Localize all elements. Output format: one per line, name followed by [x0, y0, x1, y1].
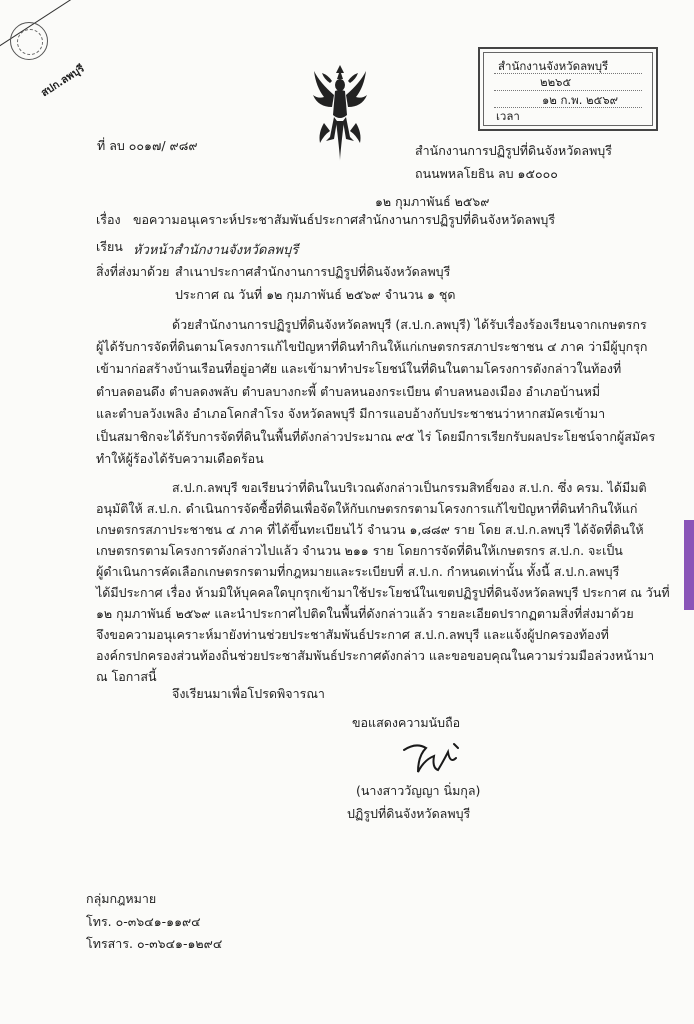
corner-text: สปก.ลพบุรี [38, 62, 87, 100]
para2-line: อนุมัติให้ ส.ป.ก. ดำเนินการจัดซื้อที่ดินเพื่อจัดให้กับเกษตรกรตามโครงการแก้ไขปัญหาที่ดินทำกินให้แก่ [96, 501, 638, 516]
enclosure-line-2: ประกาศ ณ วันที่ ๑๒ กุมภาพันธ์ ๒๕๖๙ จำนวน ๑ ชุด [175, 287, 456, 302]
signature-icon [398, 738, 468, 780]
subject: ขอความอนุเคราะห์ประชาสัมพันธ์ประกาศสำนักงานการปฏิรูปที่ดินจังหวัดลพบุรี [133, 212, 556, 227]
para1-line: เข้ามาก่อสร้างบ้านเรือนที่อยู่อาศัย และเข้ามาทำประโยชน์ในที่ดินในตามโครงการดังกล่าวในท้องที่ [96, 361, 622, 376]
receiving-stamp [478, 47, 658, 131]
para2-line: ส.ป.ก.ลพบุรี ขอเรียนว่าที่ดินในบริเวณดังกล่าวเป็นกรรมสิทธิ์ของ ส.ป.ก. ซึ่ง ครม. ได้มีมติ [172, 480, 647, 495]
recipient: หัวหน้าสำนักงานจังหวัดลพบุรี [133, 243, 299, 258]
para2-line: ผู้ดำเนินการคัดเลือกเกษตรกรตามที่กฎหมายและระเบียบที่ ส.ป.ก. กำหนดเท่านั้น ทั้งนี้ ส.ป.ก.ลพบุรี [96, 564, 620, 579]
para2-line: เกษตรกรสภาประชาชน ๔ ภาค ที่ได้ขึ้นทะเบียนไว้ จำนวน ๑,๘๘๙ ราย โดย ส.ป.ก.ลพบุรี ได้จัดที่ดินให้ [96, 522, 644, 537]
stamp-date: ๑๒ ก.พ. ๒๕๖๙ [542, 93, 619, 107]
telephone: โทร. ๐-๓๖๔๑-๑๑๙๔ [86, 914, 201, 929]
enclosure-line-1: สำเนาประกาศสำนักงานการปฏิรูปที่ดินจังหวัดลพบุรี [175, 264, 451, 279]
sender-office: สำนักงานการปฏิรูปที่ดินจังหวัดลพบุรี [415, 143, 612, 158]
reference-number: ที่ ลบ ๐๐๑๗/ ๙๘๙ [97, 138, 198, 153]
stamp-number: ๒๒๖๕ [540, 75, 572, 89]
para2-line: เกษตรกรตามโครงการดังกล่าวไปแล้ว จำนวน ๒๑๑ ราย โดยการจัดที่ดินให้เกษตรกร ส.ป.ก. จะเป็น [96, 543, 623, 558]
para1-line: ด้วยสำนักงานการปฏิรูปที่ดินจังหวัดลพบุรี (ส.ป.ก.ลพบุรี) ได้รับเรื่องร้องเรียนจากเกษตรกร [172, 317, 647, 332]
para2-line: องค์กรปกครองส่วนท้องถิ่นช่วยประชาสัมพันธ์ประกาศดังกล่าว และขอขอบคุณในความร่วมมือล่วงหน้ามา [96, 648, 655, 663]
para2-line: ณ โอกาสนี้ [96, 669, 157, 684]
para1-line: ทำให้ผู้ร้องได้รับความเดือดร้อน [96, 451, 264, 466]
stamp-time: เวลา [496, 109, 520, 123]
corner-seal [10, 22, 48, 60]
signatory-title: ปฏิรูปที่ดินจังหวัดลพบุรี [347, 806, 471, 821]
para2-line: ๑๒ กุมภาพันธ์ ๒๕๖๙ และนำประกาศไปติดในพื้นที่ดังกล่าวแล้ว รายละเอียดปรากฏตามสิ่งที่ส่งมาด้วย [96, 606, 634, 621]
para1-line: และตำบลวังเพลิง อำเภอโคกสำโรง จังหวัดลพบุรี มีการแอบอ้างกับประชาชนว่าหากสมัครเข้ามา [96, 406, 606, 421]
garuda-emblem-icon [310, 63, 370, 163]
para1-line: เป็นสมาชิกจะได้รับการจัดที่ดินในพื้นที่ดังกล่าวประมาณ ๙๕ ไร่ โดยมีการเรียกรับผลประโยชน์จากผู้สมัคร [96, 429, 656, 444]
edge-tab [684, 520, 694, 610]
closing: ขอแสดงความนับถือ [352, 715, 461, 730]
para2-line: จึงขอความอนุเคราะห์มายังท่านช่วยประชาสัมพันธ์ประกาศ ส.ป.ก.ลพบุรี และแจ้งผู้ปกครองท้องที่ [96, 627, 609, 642]
sender-address: ถนนพหลโยธิน ลบ ๑๕๐๐๐ [415, 166, 558, 181]
stamp-office: สำนักงานจังหวัดลพบุรี [498, 59, 609, 73]
signatory-name: (นางสาววัญญา นิ่มกุล) [356, 783, 481, 798]
closing-request: จึงเรียนมาเพื่อโปรดพิจารณา [172, 686, 325, 701]
letter-date: ๑๒ กุมภาพันธ์ ๒๕๖๙ [375, 194, 490, 209]
department: กลุ่มกฎหมาย [86, 891, 157, 906]
para1-line: ตำบลดอนดึง ตำบลดงพลับ ตำบลบางกะพี้ ตำบลหนองกระเบียน ตำบลหนองเมือง อำเภอบ้านหมี่ [96, 384, 601, 399]
to-label: เรียน [96, 239, 123, 254]
para2-line: ได้มีประกาศ เรื่อง ห้ามมิให้บุคคลใดบุกรุกเข้ามาใช้ประโยชน์ในเขตปฏิรูปที่ดินจังหวัดลพบุรี ประกาศ ณ วันที่ [96, 585, 670, 600]
subject-label: เรื่อง [96, 212, 121, 227]
para1-line: ผู้ได้รับการจัดที่ดินตามโครงการแก้ไขปัญหาที่ดินทำกินให้แก่เกษตรกรสภาประชาชน ๔ ภาค ว่ามีผู้บุกรุก [96, 339, 648, 354]
enclosure-label: สิ่งที่ส่งมาด้วย [96, 264, 170, 279]
fax: โทรสาร. ๐-๓๖๔๑-๑๒๙๔ [86, 936, 223, 951]
